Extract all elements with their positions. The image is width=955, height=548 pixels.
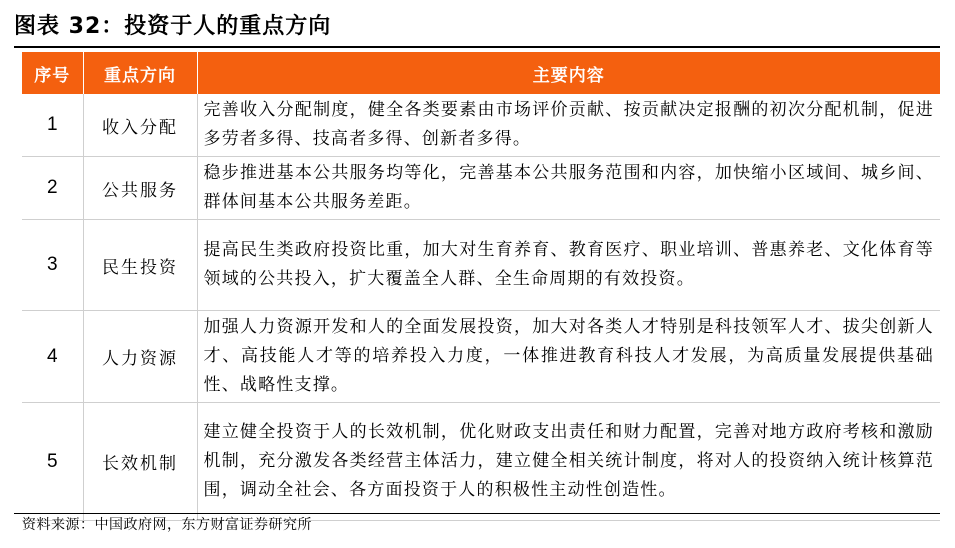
header-focus: 重点方向 [83, 52, 197, 94]
table-row [22, 403, 940, 521]
row-number: 5 [22, 403, 83, 521]
row-number: 2 [22, 157, 83, 220]
row-number: 1 [22, 94, 83, 157]
row-content: 提高民生类政府投资比重，加大对生育养育、教育医疗、职业培训、普惠养老、文化体育等领域的公共投入，扩大覆盖全人群、全生命周期的有效投资。 [197, 220, 940, 311]
focus-table [22, 52, 940, 521]
header-no: 序号 [22, 52, 83, 94]
figure-title: 图表 32：投资于人的重点方向 [14, 14, 332, 39]
source-divider [14, 513, 940, 514]
table-row [22, 311, 940, 403]
row-content: 建立健全投资于人的长效机制，优化财政支出责任和财力配置，完善对地方政府考核和激励机制，充分激发各类经营主体活力，建立健全相关统计制度，将对人的投资纳入统计核算范围，调动全社会、各方面投资于人的积极性主动性创造性。 [197, 403, 940, 521]
source-note: 资料来源：中国政府网，东方财富证券研究所 [22, 517, 312, 533]
table-row [22, 220, 940, 311]
row-focus: 人力资源 [83, 311, 197, 403]
row-content: 稳步推进基本公共服务均等化，完善基本公共服务范围和内容，加快缩小区域间、城乡间、群体间基本公共服务差距。 [197, 157, 940, 220]
table-row [22, 94, 940, 157]
title-divider [14, 46, 940, 48]
row-content: 加强人力资源开发和人的全面发展投资，加大对各类人才特别是科技领军人才、拔尖创新人才、高技能人才等的培养投入力度，一体推进教育科技人才发展，为高质量发展提供基础性、战略性支撑。 [197, 311, 940, 403]
row-number: 3 [22, 220, 83, 311]
table-row [22, 157, 940, 220]
row-focus: 长效机制 [83, 403, 197, 521]
row-focus: 收入分配 [83, 94, 197, 157]
row-focus: 民生投资 [83, 220, 197, 311]
row-number: 4 [22, 311, 83, 403]
row-focus: 公共服务 [83, 157, 197, 220]
table-header-row [22, 52, 940, 94]
header-content: 主要内容 [197, 52, 940, 94]
row-content: 完善收入分配制度，健全各类要素由市场评价贡献、按贡献决定报酬的初次分配机制，促进多劳者多得、技高者多得、创新者多得。 [197, 94, 940, 157]
